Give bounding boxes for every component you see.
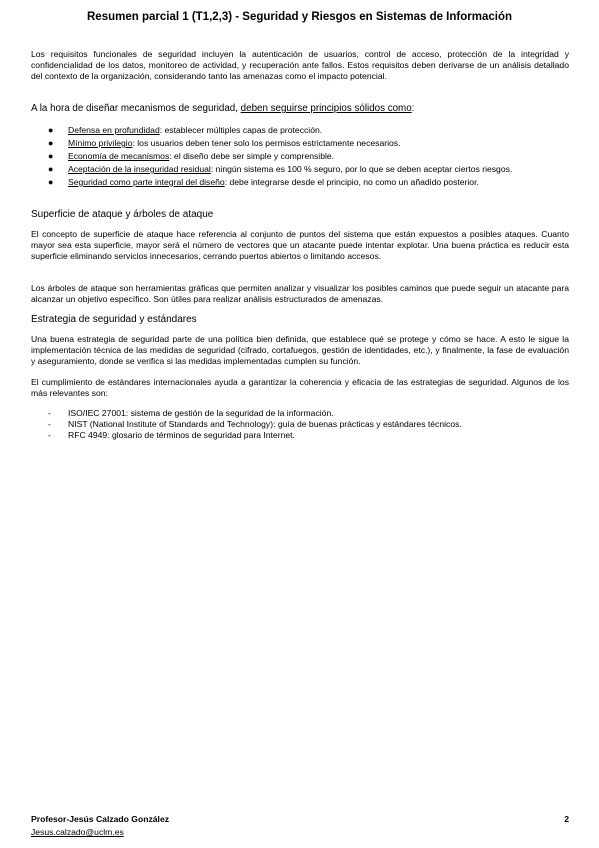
bullet-icon: ● — [48, 177, 54, 187]
dash-icon: - — [48, 408, 51, 418]
bullet-icon: ● — [48, 125, 54, 135]
list-item — [31, 164, 569, 175]
principle-text: : debe integrarse desde el principio, no como un añadido posterior. — [224, 177, 479, 187]
principle-text: : los usuarios deben tener solo los permisos estrictamente necesarios. — [132, 138, 401, 148]
list-item — [31, 430, 569, 441]
standard-text: NIST (National Institute of Standards and Technology): guía de buenas prácticas y estándares técnicos. — [68, 419, 462, 429]
standards-list — [31, 408, 569, 441]
bullet-icon: ● — [48, 164, 54, 174]
intro-paragraph: Los requisitos funcionales de seguridad incluyen la autenticación de usuarios, control de acceso, protección de la integridad y confidencialidad de los datos, monitoreo de actividad, y recuperación ante fallos. Estos requisitos deben derivarse de un análisis detallado del contexto de la organización, considerando tanto las amenazas como el impacto potencial. — [31, 49, 569, 81]
list-item — [31, 419, 569, 430]
principle-term: Mínimo privilegio — [68, 138, 133, 148]
standard-text: RFC 4949: glosario de términos de seguridad para Internet. — [68, 430, 295, 440]
dash-icon: - — [48, 430, 51, 440]
standards-paragraph: El cumplimiento de estándares internacionales ayuda a garantizar la coherencia y eficacia de las estrategias de seguridad. Algunos de los más relevantes son: — [31, 377, 569, 398]
principle-text: : el diseño debe ser simple y comprensible. — [169, 151, 335, 161]
lead-prefix: A la hora de diseñar mecanismos de seguridad, — [31, 103, 241, 114]
section-heading-attack-surface: Superficie de ataque y árboles de ataque — [31, 209, 214, 220]
attack-surface-paragraph: El concepto de superficie de ataque hace referencia al conjunto de puntos del sistema que están expuestos a posibles ataques. Cuanto mayor sea esta superficie, mayor será el número de vectores que un atacante puede intentar explotar. Una buena práctica es reducir esta superficie eliminando servicios innecesarios, cerrando puertos abiertos o limitando accesos. — [31, 229, 569, 261]
document-title: Resumen parcial 1 (T1,2,3) - Seguridad y Riesgos en Sistemas de Información — [87, 11, 512, 23]
principle-term: Aceptación de la inseguridad residual — [68, 164, 211, 174]
principle-term: Economía de mecanismos — [68, 151, 170, 161]
principle-text: : establecer múltiples capas de protección. — [159, 125, 323, 135]
principle-text: : ningún sistema es 100 % seguro, por lo que se deben aceptar ciertos riesgos. — [210, 164, 513, 174]
principle-term: Defensa en profundidad — [68, 125, 160, 135]
principle-term: Seguridad como parte integral del diseño — [68, 177, 225, 187]
standard-text: ISO/IEC 27001: sistema de gestión de la seguridad de la información. — [68, 408, 334, 418]
lead-suffix: : — [411, 103, 415, 114]
principles-list — [31, 125, 569, 188]
bullet-icon: ● — [48, 151, 54, 161]
footer-author: Profesor-Jesús Calzado González — [31, 814, 170, 824]
bullet-icon: ● — [48, 138, 54, 148]
list-item — [31, 177, 569, 188]
principles-lead — [31, 103, 569, 115]
list-item — [31, 138, 569, 149]
list-item — [31, 125, 569, 136]
page-number: 2 — [564, 814, 569, 824]
lead-underlined: deben seguirse principios sólidos como — [240, 103, 412, 114]
section-heading-strategy: Estrategia de seguridad y estándares — [31, 314, 197, 325]
strategy-paragraph: Una buena estrategia de seguridad parte de una política bien definida, que establece qué se protege y cómo se hace. A esto le sigue la implementación técnica de las medidas de seguridad (cifrado, cortafuegos, gestión de identidades, etc.), y finalmente, la fase de evaluación y aseguramiento, donde se verifica si las medidas implementadas cumplen su función. — [31, 334, 569, 366]
list-item — [31, 151, 569, 162]
attack-trees-paragraph: Los árboles de ataque son herramientas gráficas que permiten analizar y visualizar los posibles caminos que puede seguir un atacante para alcanzar un objetivo específico. Son útiles para realizar análisis estructurados de amenazas. — [31, 283, 569, 304]
dash-icon: - — [48, 419, 51, 429]
list-item — [31, 408, 569, 419]
footer-email-link[interactable]: Jesus.calzado@uclm.es — [31, 827, 124, 837]
